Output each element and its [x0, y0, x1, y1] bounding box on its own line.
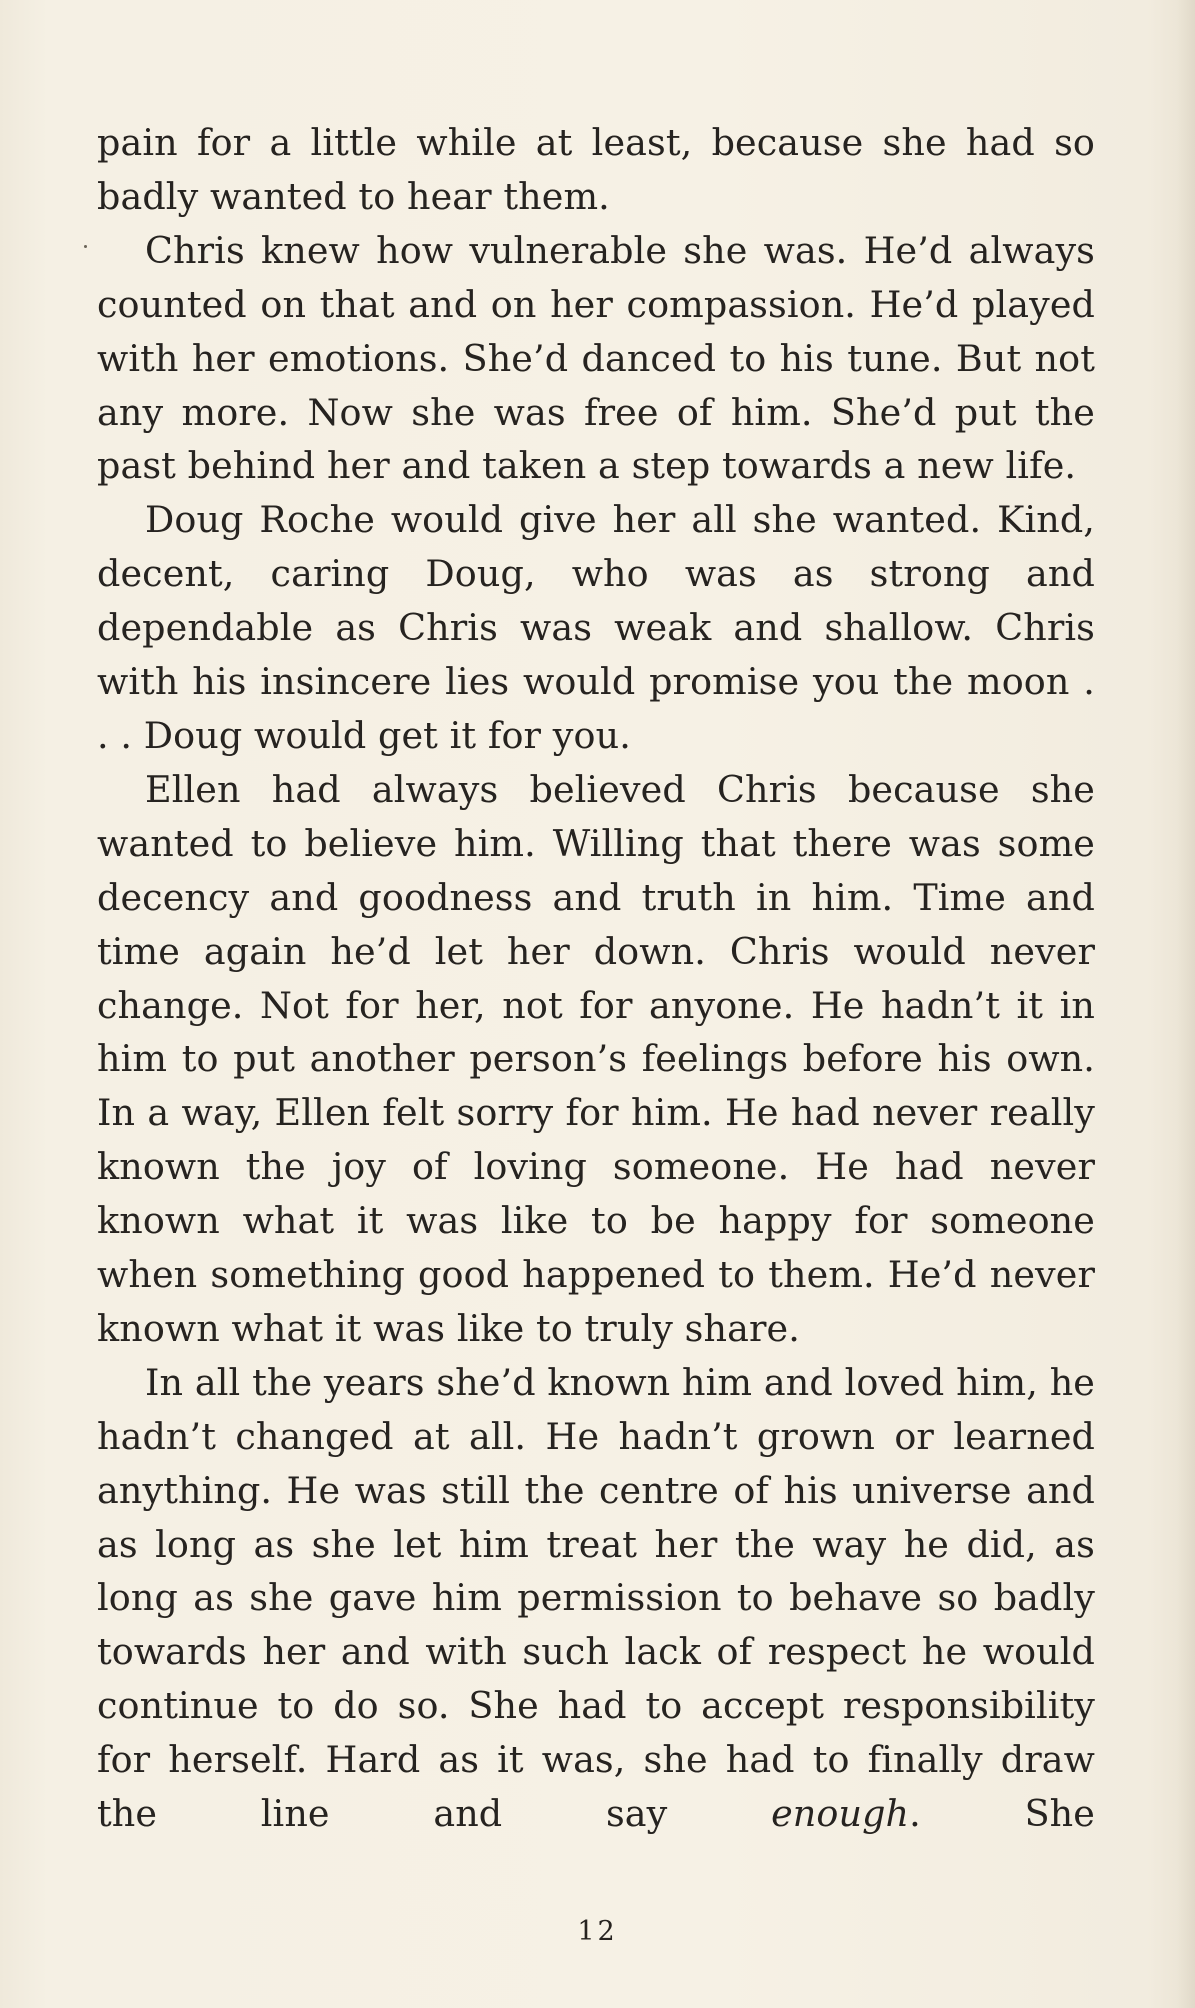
- paragraph-1-text: pain for a little while at least, because she had so badly wanted to hear them.: [97, 121, 1095, 218]
- paragraph-5-text: In all the years she’d known him and loved him, he hadn’t changed at all. He hadn’t grown or learned anything. He was still the centre of his universe and as long as she let him treat her the way he did, as long as she gave him permission to behave so badly towards her and with such lack of respect he would continue to do so. She had to accept responsibility for herself. Hard as it was, she had to finally draw the line and say: [97, 1360, 1095, 1836]
- paragraph-2-text: Chris knew how vulnerable she was. He’d always counted on that and on her compassion. He’d played with her emotions. She’d danced to his tune. But not any more. Now she was free of him. She’d put the past behind her and taken a step towards a new life.: [97, 228, 1095, 488]
- paragraph-3: [97, 493, 1095, 763]
- paragraph-5: [97, 1356, 1095, 1841]
- page-number: 12: [577, 1916, 618, 1947]
- paragraph-4-text: Ellen had always believed Chris because she wanted to believe him. Willing that there was some decency and goodness and truth in him. Time and time again he’d let her down. Chris would never change. Not for her, not for anyone. He hadn’t it in him to put another person’s feelings before his own. In a way, Ellen felt sorry for him. He had never really known the joy of loving someone. He had never known what it was like to be happy for someone when something good happened to them. He’d never known what it was like to truly share.: [97, 767, 1095, 1350]
- paragraph-1: [97, 116, 1095, 224]
- paragraph-5-tail: . She: [909, 1792, 1095, 1836]
- paragraph-3-text: Doug Roche would give her all she wanted. Kind, decent, caring Doug, who was as strong and dependable as Chris was weak and shallow. Chris with his insincere lies would promise you the moon . . . Doug would get it for you.: [97, 498, 1095, 757]
- paragraph-4: [97, 763, 1095, 1356]
- paper-speck: [84, 245, 87, 248]
- page-edge-shadow: [1177, 0, 1195, 2008]
- paragraph-2: [97, 224, 1095, 494]
- paragraph-5-emphasis: enough: [771, 1792, 910, 1836]
- body-text: [97, 116, 1095, 1841]
